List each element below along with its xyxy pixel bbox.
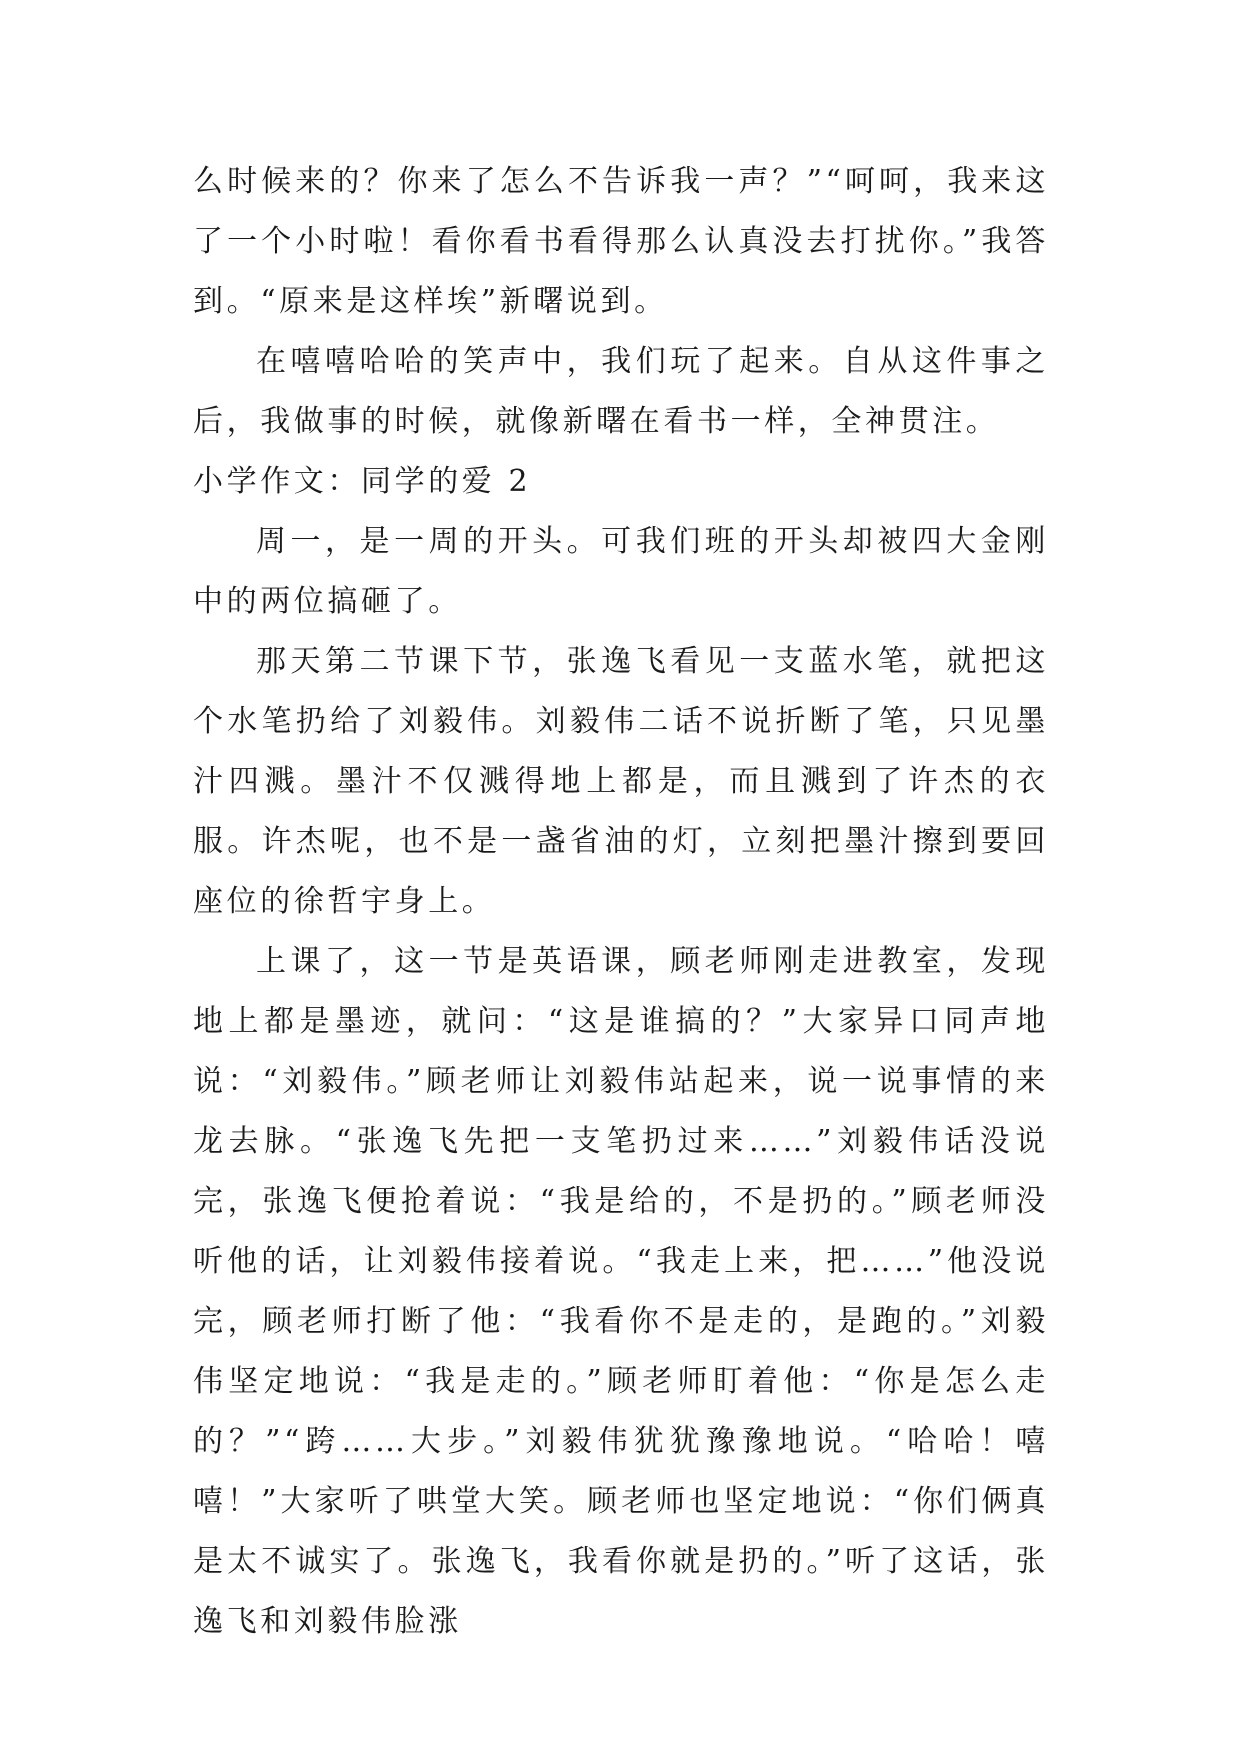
paragraph-continuation: 么时候来的？你来了怎么不告诉我一声？”“呵呵，我来这了一个小时啦！看你看书看得那么认真没去打扰你。”我答到。“原来是这样埃”新曙说到。 (193, 164, 1049, 319)
paragraph: 那天第二节课下节，张逸飞看见一支蓝水笔，就把这个水笔扔给了刘毅伟。刘毅伟二话不说折断了笔，只见墨汁四溅。墨汁不仅溅得地上都是，而且溅到了许杰的衣服。许杰呢，也不是一盏省油的灯，立刻把墨汁擦到要回座位的徐哲宇身上。 (193, 644, 1049, 919)
paragraph: 上课了，这一节是英语课，顾老师刚走进教室，发现地上都是墨迹，就问：“这是谁搞的？”大家异口同声地说：“刘毅伟。”顾老师让刘毅伟站起来，说一说事情的来龙去脉。“张逸飞先把一支笔扔过来……”刘毅伟话没说完，张逸飞便抢着说：“我是给的，不是扔的。”顾老师没听他的话，让刘毅伟接着说。“我走上来，把……”他没说完，顾老师打断了他：“我看你不是走的，是跑的。”刘毅伟坚定地说：“我是走的。”顾老师盯着他：“你是怎么走的？”“跨……大步。”刘毅伟犹犹豫豫地说。“哈哈！嘻嘻！”大家听了哄堂大笑。顾老师也坚定地说：“你们俩真是太不诚实了。张逸飞，我看你就是扔的。”听了这话，张逸飞和刘毅伟脸涨 (193, 944, 1049, 1639)
paragraph: 在嘻嘻哈哈的笑声中，我们玩了起来。自从这件事之后，我做事的时候，就像新曙在看书一样，全神贯注。 (193, 344, 1049, 439)
essay-body (193, 152, 1049, 1652)
essay-title: 小学作文：同学的爱 2 (193, 464, 532, 499)
paragraph: 周一，是一周的开头。可我们班的开头却被四大金刚中的两位搞砸了。 (193, 524, 1049, 619)
